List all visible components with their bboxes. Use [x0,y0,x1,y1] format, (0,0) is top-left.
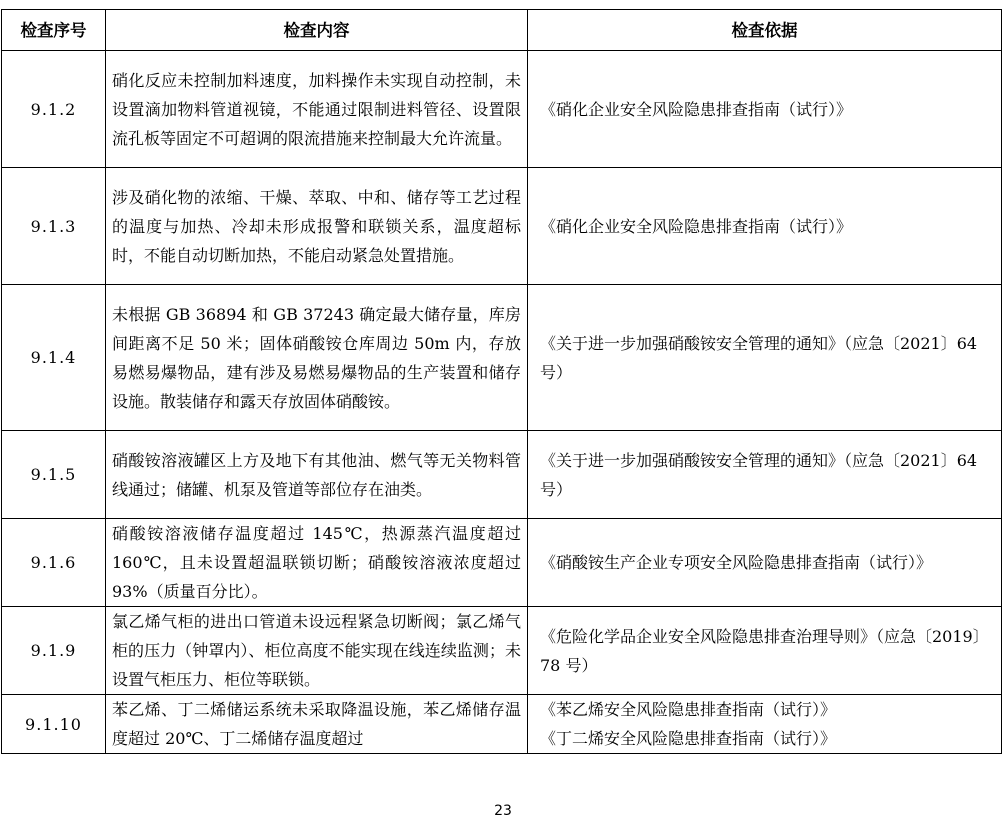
basis-document: 《硝化企业安全风险隐患排查指南（试行）》 [540,99,853,119]
row-content: 硝化反应未控制加料速度，加料操作未实现自动控制，未设置滴加物料管道视镜，不能通过限制进料管径、设置限流孔板等固定不可超调的限流措施来控制最大允许流量。 [106,51,528,168]
header-inspection-no: 检查序号 [2,10,106,51]
row-number: 9.1.2 [2,51,106,168]
row-basis [528,285,1002,431]
row-content: 氯乙烯气柜的进出口管道未设远程紧急切断阀；氯乙烯气柜的压力（钟罩内）、柜位高度不能实现在线连续监测；未设置气柜压力、柜位等联锁。 [106,607,528,695]
row-number: 9.1.4 [2,285,106,431]
row-number: 9.1.10 [2,695,106,754]
row-content: 未根据 GB 36894 和 GB 37243 确定最大储存量，库房间距离不足 50 米；固体硝酸铵仓库周边 50m 内，存放易燃易爆物品，建有涉及易燃易爆物品的生产装置和储存设施。散装储存和露天存放固体硝酸铵。 [106,285,528,431]
row-number: 9.1.5 [2,431,106,519]
basis-document: 《硝化企业安全风险隐患排查指南（试行）》 [540,216,853,236]
row-basis [528,51,1002,168]
row-number: 9.1.6 [2,519,106,607]
basis-document: 《危险化学品企业安全风险隐患排查治理导则》（应急〔2019〕78 号） [540,626,989,675]
row-basis [528,695,1002,754]
table-row [2,607,1002,695]
basis-document: 《硝酸铵生产企业专项安全风险隐患排查指南（试行）》 [540,553,933,572]
row-content: 硝酸铵溶液储存温度超过 145℃，热源蒸汽温度超过 160℃，且未设置超温联锁切断；硝酸铵溶液浓度超过 93%（质量百分比）。 [106,519,528,607]
header-inspection-basis: 检查依据 [528,10,1002,51]
table-header-row [2,10,1002,51]
row-number: 9.1.9 [2,607,106,695]
row-basis [528,431,1002,519]
basis-document: 《丁二烯安全风险隐患排查指南（试行）》 [540,729,837,748]
basis-document: 《关于进一步加强硝酸铵安全管理的通知》（应急〔2021〕64 号） [540,450,978,499]
basis-document: 《苯乙烯安全风险隐患排查指南（试行）》 [540,700,837,719]
row-number: 9.1.3 [2,168,106,285]
table-row [2,695,1002,754]
row-content: 涉及硝化物的浓缩、干燥、萃取、中和、储存等工艺过程的温度与加热、冷却未形成报警和联锁关系，温度超标时，不能自动切断加热，不能启动紧急处置措施。 [106,168,528,285]
table-row [2,168,1002,285]
header-inspection-content: 检查内容 [106,10,528,51]
row-basis [528,607,1002,695]
inspection-table [1,9,1002,754]
table-row [2,519,1002,607]
table-row [2,285,1002,431]
row-content: 硝酸铵溶液罐区上方及地下有其他油、燃气等无关物料管线通过；储罐、机泵及管道等部位存在油类。 [106,431,528,519]
basis-document: 《关于进一步加强硝酸铵安全管理的通知》（应急〔2021〕64 号） [540,333,978,382]
row-basis [528,519,1002,607]
row-content: 苯乙烯、丁二烯储运系统未采取降温设施，苯乙烯储存温度超过 20℃、丁二烯储存温度超过 [106,695,528,754]
row-basis [528,168,1002,285]
table-row [2,431,1002,519]
page-number: 23 [494,803,512,819]
table-row [2,51,1002,168]
